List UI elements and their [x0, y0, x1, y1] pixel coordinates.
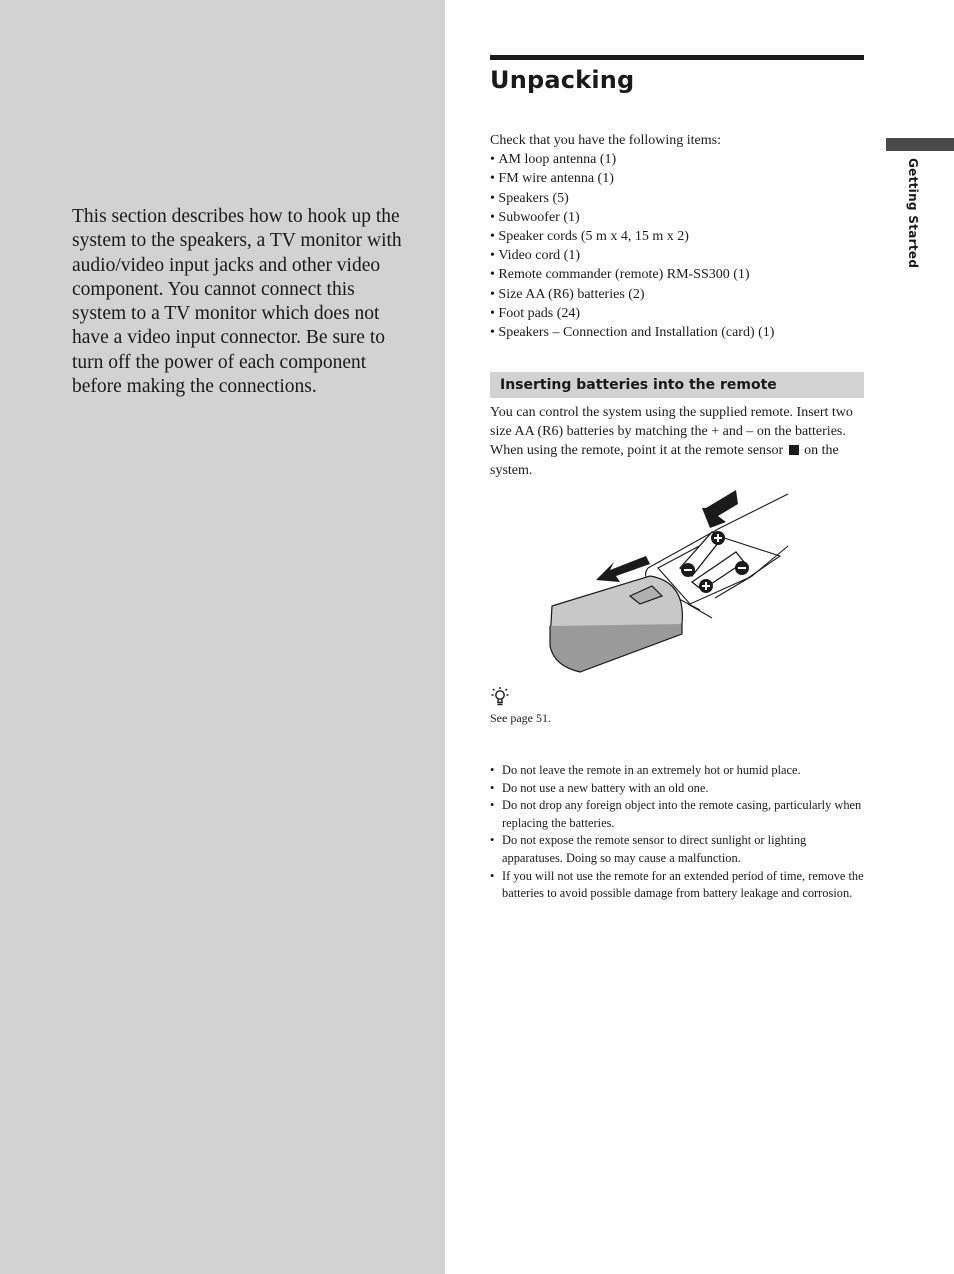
list-item: • Speakers (5) [490, 189, 870, 208]
title-rule [490, 55, 864, 60]
list-item: • Video cord (1) [490, 246, 870, 265]
cover [550, 576, 682, 672]
list-item: • Subwoofer (1) [490, 208, 870, 227]
note-item: • Do not drop any foreign object into the remote casing, particularly when replacing the batteries. [490, 797, 864, 832]
note-item: • If you will not use the remote for an extended period of time, remove the batteries to avoid possible damage from battery leakage and corrosion. [490, 868, 864, 903]
list-item: • Speaker cords (5 m x 4, 15 m x 2) [490, 227, 870, 246]
left-panel [0, 0, 445, 1274]
list-item: • Foot pads (24) [490, 304, 870, 323]
battery-instructions [490, 403, 864, 480]
notes-list [490, 762, 864, 903]
note-item: • Do not expose the remote sensor to direct sunlight or lighting apparatuses. Doing so may cause a malfunction. [490, 832, 864, 867]
tip-text: See page 51. [490, 711, 551, 725]
list-item: • FM wire antenna (1) [490, 169, 870, 188]
list-item: • Size AA (R6) batteries (2) [490, 285, 870, 304]
lightbulb-icon [490, 685, 510, 707]
note-item: • Do not use a new battery with an old one. [490, 780, 864, 798]
battery-insertion-illustration [540, 486, 790, 678]
list-item: • Remote commander (remote) RM-SS300 (1) [490, 265, 870, 284]
instructions-text-end: on the system. [490, 443, 839, 478]
items-list [490, 150, 870, 342]
items-intro: Check that you have the following items: [490, 133, 721, 148]
remote-sensor-icon [789, 445, 799, 455]
list-item: • AM loop antenna (1) [490, 150, 870, 169]
instructions-text: You can control the system using the supplied remote. Insert two size AA (R6) batteries by matching the + and – on the batteries. When using the remote, point it at the remote sensor [490, 405, 853, 459]
list-item: • Speakers – Connection and Installation (card) (1) [490, 323, 870, 342]
notes-block [490, 762, 864, 903]
page-title: Unpacking [490, 66, 635, 94]
items-block [490, 131, 870, 342]
section-tab-label: Getting Started [906, 158, 920, 269]
intro-paragraph: This section describes how to hook up the system to the speakers, a TV monitor with audio/video input jacks and other video component. You cannot connect this system to a TV monitor which does not have a video input connector. Be sure to turn off the power of each component before making the connections. [72, 206, 402, 398]
section-heading: Inserting batteries into the remote [490, 372, 864, 398]
section-tab-bar [886, 138, 954, 151]
note-item: • Do not leave the remote in an extremely hot or humid place. [490, 762, 864, 780]
